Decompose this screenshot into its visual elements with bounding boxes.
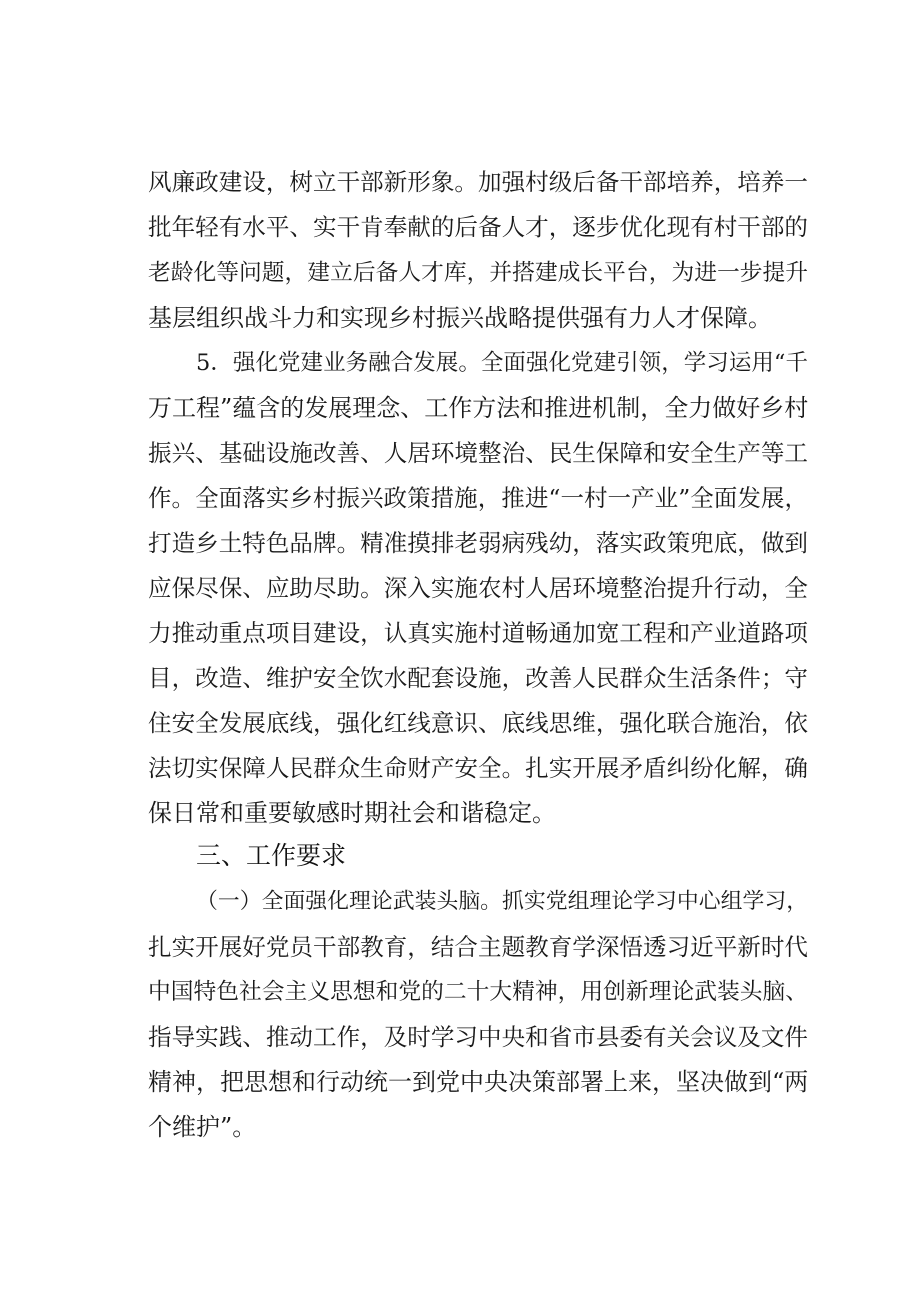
paragraph-3-line-3: 中国特色社会主义思想和党的二十大精神，用创新理论武装头脑、 <box>148 979 808 1005</box>
section-heading: 三、工作要求 <box>196 841 347 870</box>
paragraph-2-line-10: 法切实保障人民群众生命财产安全。扎实开展矛盾纠纷化解，确 <box>148 754 808 782</box>
paragraph-2-line-2: 万工程”蕴含的发展理念、工作方法和推进机制，全力做好乡村 <box>148 394 809 422</box>
paragraph-2-line-4: 作。全面落实乡村振兴政策措施，推进“一村一产业”全面发展， <box>148 484 808 512</box>
paragraph-2-line-9: 住安全发展底线，强化红线意识、底线思维，强化联合施治，依 <box>148 709 808 737</box>
paragraph-2-line-11: 保日常和重要敏感时期社会和谐稳定。 <box>148 799 556 827</box>
paragraph-2-line-7: 力推动重点项目建设，认真实施村道畅通加宽工程和产业道路项 <box>148 619 808 647</box>
paragraph-2-line-3: 振兴、基础设施改善、人居环境整治、民生保障和安全生产等工 <box>148 439 808 467</box>
paragraph-1-line-2: 批年轻有水平、实干肯奉献的后备人才，逐步优化现有村干部的 <box>148 213 808 241</box>
paragraph-2-line-5: 打造乡土特色品牌。精准摸排老弱病残幼，落实政策兜底，做到 <box>148 529 808 557</box>
paragraph-3-line-1: （一）全面强化理论武装头脑。抓实党组理论学习中心组学习， <box>196 889 809 914</box>
paragraph-3-line-6: 个维护”。 <box>148 1113 257 1141</box>
paragraph-2-line-6: 应保尽保、应助尽助。深入实施农村人居环境整治提升行动，全 <box>148 574 808 602</box>
paragraph-3-line-2: 扎实开展好党员干部教育，结合主题教育学深悟透习近平新时代 <box>148 933 808 961</box>
paragraph-1-line-4: 基层组织战斗力和实现乡村振兴战略提供强有力人才保障。 <box>148 304 772 332</box>
paragraph-1-line-1: 风廉政建设，树立干部新形象。加强村级后备干部培养，培养一 <box>148 168 808 196</box>
paragraph-1-line-3: 老龄化等问题，建立后备人才库，并搭建成长平台，为进一步提升 <box>148 260 808 286</box>
paragraph-3-line-4: 指导实践、推动工作，及时学习中央和省市县委有关会议及文件 <box>148 1023 808 1051</box>
paragraph-2-line-1: 5．强化党建业务融合发展。全面强化党建引领，学习运用“千 <box>196 350 808 376</box>
paragraph-2-line-8: 目，改造、维护安全饮水配套设施，改善人民群众生活条件；守 <box>148 664 808 692</box>
paragraph-3-line-5: 精神，把思想和行动统一到党中央决策部署上来，坚决做到“两 <box>148 1068 809 1096</box>
